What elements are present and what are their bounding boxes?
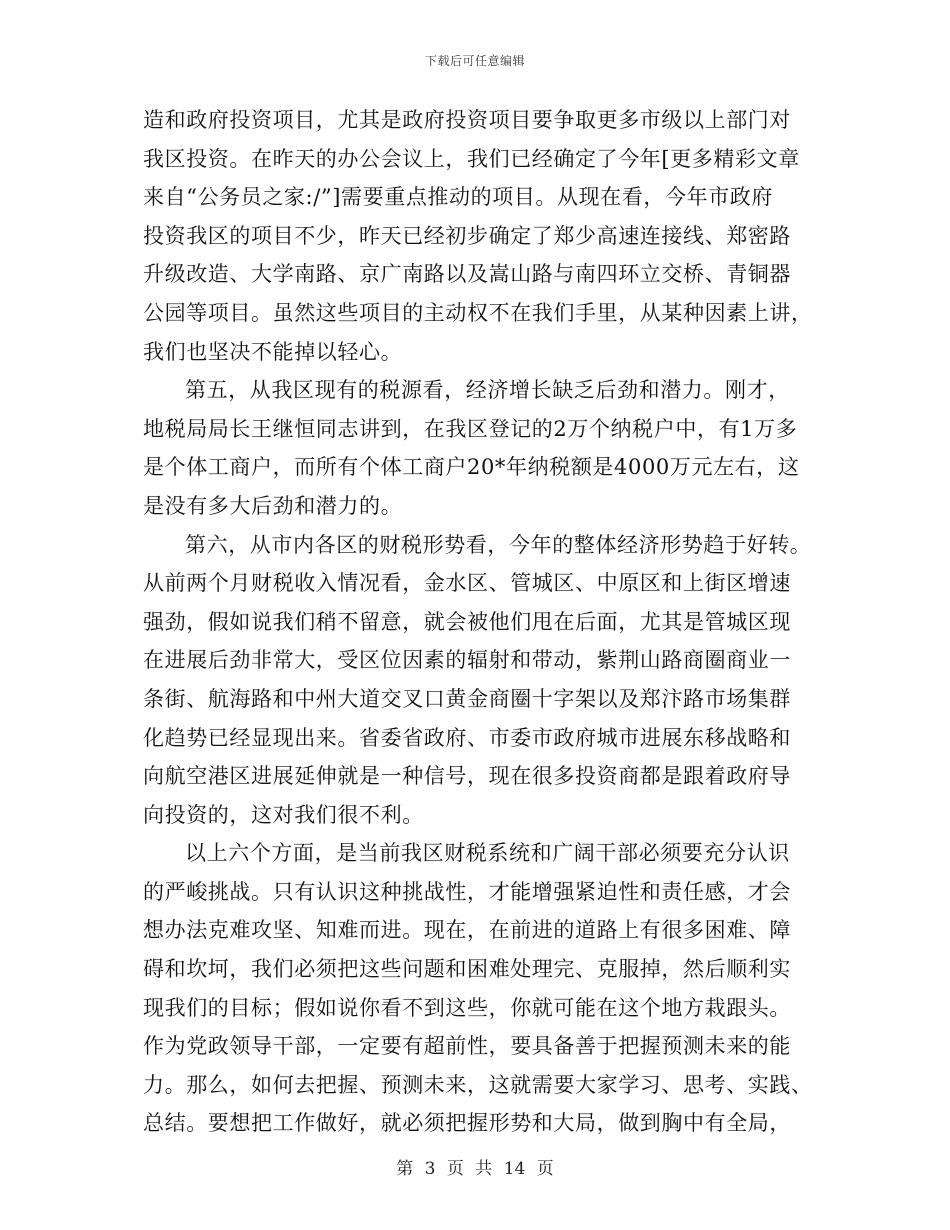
- text-line: 是个体工商户，而所有个体工商户20*年纳税额是4000万元左右，这: [143, 455, 800, 480]
- text-line: 在进展后劲非常大，受区位因素的辐射和带动，紫荆山路商圈商业一: [143, 648, 791, 673]
- text-line: 第五，从我区现有的税源看，经济增长缺乏后劲和潜力。刚才，: [185, 378, 790, 403]
- text-line: 作为党政领导干部，一定要有超前性，要具备善于把握预测未来的能: [143, 1034, 791, 1059]
- text-line: 公园等项目。虽然这些项目的主动权不在我们手里，从某种因素上讲，: [143, 300, 813, 325]
- text-line: 向投资的，这对我们很不利。: [143, 802, 424, 827]
- paragraph-2: [143, 371, 815, 525]
- text-line: 以上六个方面，是当前我区财税系统和广阔干部必须要充分认识: [185, 841, 790, 866]
- text-line: 第六，从市内各区的财税形势看，今年的整体经济形势趋于好转。: [185, 532, 812, 557]
- paragraph-4: [143, 834, 815, 1143]
- text-line: 想办法克难攻坚、知难而进。现在，在前进的道路上有很多困难、障: [143, 918, 791, 943]
- paragraph-3: [143, 526, 815, 835]
- text-line: 条街、航海路和中州大道交叉口黄金商圈十字架以及郑汴路市场集群: [143, 686, 791, 711]
- text-line: 我们也坚决不能掉以轻心。: [143, 339, 403, 364]
- text-line: 的严峻挑战。只有认识这种挑战性，才能增强紧迫性和责任感，才会: [143, 879, 791, 904]
- page-footer: 第 3 页 共 14 页: [396, 1159, 554, 1179]
- text-line: 来自“公务员之家:/”]需要重点推动的项目。从现在看，今年市政府: [143, 185, 774, 210]
- text-line: 地税局局长王继恒同志讲到，在我区登记的2万个纳税户中，有1万多: [143, 416, 798, 441]
- text-line: 造和政府投资项目，尤其是政府投资项目要争取更多市级以上部门对: [143, 108, 791, 132]
- text-line: 力。那么，如何去把握、预测未来，这就需要大家学习、思考、实践、: [143, 1072, 813, 1097]
- text-line: 现我们的目标；假如说你看不到这些，你就可能在这个地方栽跟头。: [143, 995, 791, 1020]
- text-line: 总结。要想把工作做好，就必须把握形势和大局，做到胸中有全局，: [143, 1111, 791, 1136]
- document-body: [143, 101, 815, 1143]
- text-line: 化趋势已经显现出来。省委省政府、市委市政府城市进展东移战略和: [143, 725, 791, 750]
- text-line: 碍和坎坷，我们必须把这些问题和困难处理完、克服掉，然后顺利实: [143, 957, 791, 982]
- text-line: 向航空港区进展延伸就是一种信号，现在很多投资商都是跟着政府导: [143, 764, 791, 789]
- text-line: 从前两个月财税收入情况看，金水区、管城区、中原区和上街区增速: [143, 571, 791, 596]
- paragraph-1: [143, 101, 815, 371]
- text-line: 投资我区的项目不少，昨天已经初步确定了郑少高速连接线、郑密路: [143, 223, 791, 248]
- page-header: 下载后可任意编辑: [424, 54, 525, 68]
- text-line: 是没有多大后劲和潜力的。: [143, 493, 403, 518]
- text-line: 升级改造、大学南路、京广南路以及嵩山路与南四环立交桥、青铜器: [143, 262, 791, 287]
- text-line: 我区投资。在昨天的办公会议上，我们已经确定了今年[更多精彩文章: [143, 146, 800, 171]
- text-line: 强劲，假如说我们稍不留意，就会被他们甩在后面，尤其是管城区现: [143, 609, 791, 634]
